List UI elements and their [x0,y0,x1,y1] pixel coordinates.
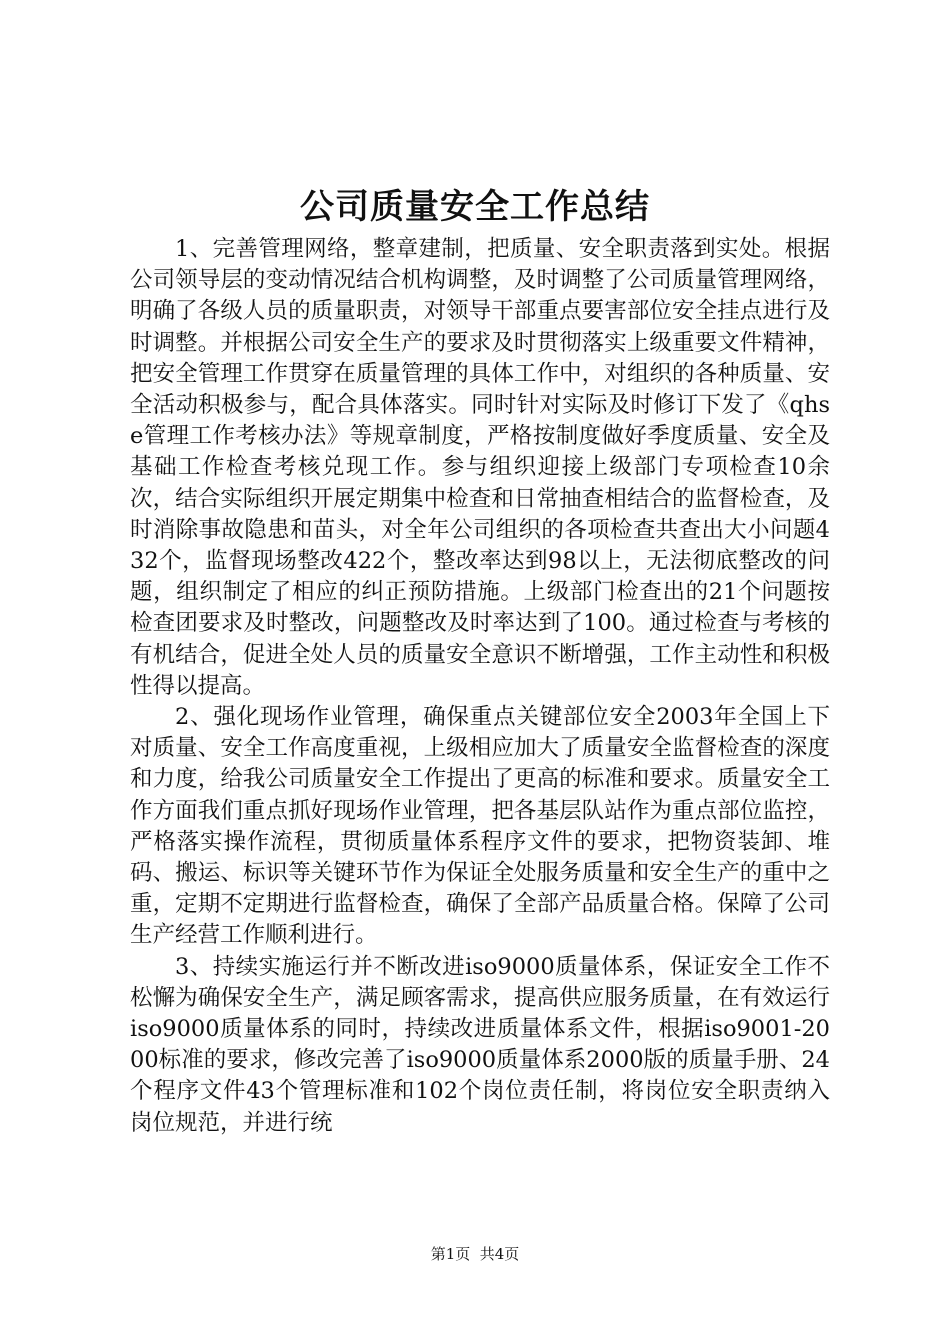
page-footer: 第1页 共4页 [430,1245,520,1263]
document-body [130,234,830,1139]
paragraph-2: 2、强化现场作业管理，确保重点关键部位安全2003年全国上下对质量、安全工作高度重视，上级相应加大了质量安全监督检查的深度和力度，给我公司质量安全工作提出了更高的标准和要求。质量安全工作方面我们重点抓好现场作业管理，把各基层队站作为重点部位监控，严格落实操作流程，贯彻质量体系程序文件的要求，把物资装卸、堆码、搬运、标识等关键环节作为保证全处服务质量和安全生产的重中之重，定期不定期进行监督检查，确保了全部产品质量合格。保障了公司生产经营工作顺利进行。 [130,704,830,949]
paragraph-1: 1、完善管理网络，整章建制，把质量、安全职责落到实处。根据公司领导层的变动情况结合机构调整，及时调整了公司质量管理网络，明确了各级人员的质量职责，对领导干部重点要害部位安全挂点进行及时调整。并根据公司安全生产的要求及时贯彻落实上级重要文件精神，把安全管理工作贯穿在质量管理的具体工作中，对组织的各种质量、安全活动积极参与，配合具体落实。同时针对实际及时修订下发了《qhse管理工作考核办法》等规章制度，严格按制度做好季度质量、安全及基础工作检查考核兑现工作。参与组织迎接上级部门专项检查10余次，结合实际组织开展定期集中检查和日常抽查相结合的监督检查，及时消除事故隐患和苗头，对全年公司组织的各项检查共查出大小问题432个，监督现场整改422个，整改率达到98以上，无法彻底整改的问题，组织制定了相应的纠正预防措施。上级部门检查出的21个问题按检查团要求及时整改，问题整改及时率达到了100。通过检查与考核的有机结合，促进全处人员的质量安全意识不断增强，工作主动性和积极性得以提高。 [130,236,830,699]
document-title: 公司质量安全工作总结 [300,187,650,227]
paragraph-3: 3、持续实施运行并不断改进iso9000质量体系，保证安全工作不松懈为确保安全生产，满足顾客需求，提高供应服务质量，在有效运行iso9000质量体系的同时，持续改进质量体系文件，根据iso9001-2000标准的要求，修改完善了iso9000质量体系2000版的质量手册、24个程序文件43个管理标准和102个岗位责任制，将岗位安全职责纳入岗位规范，并进行统 [130,953,830,1136]
